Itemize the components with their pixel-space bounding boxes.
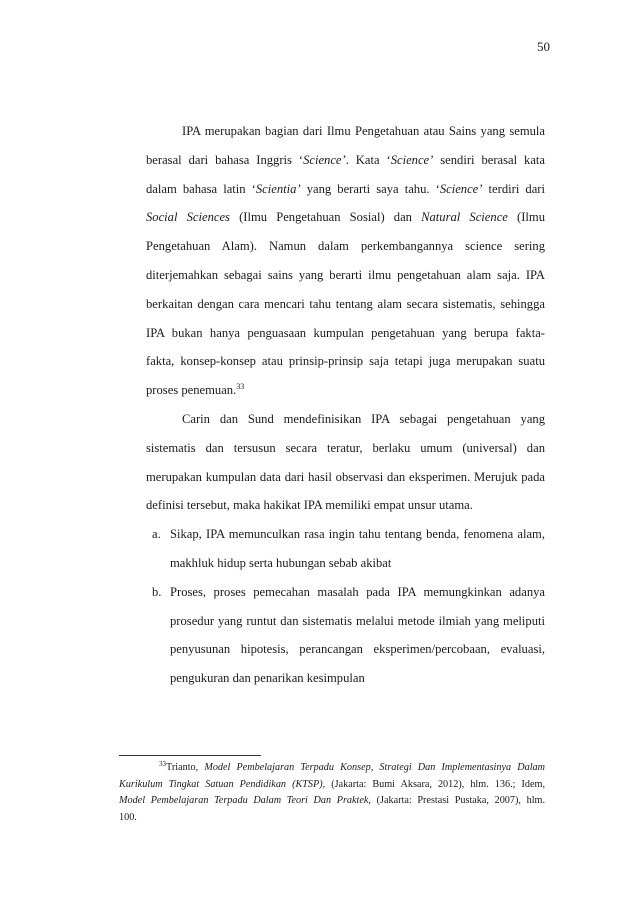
footnote-reference: 33 <box>236 382 245 392</box>
footnote-line: $^{33}$Trianto, Model Pembelajaran Terpadu Konsep, Strategi Dan Implementasinya Dalam <box>159 760 545 773</box>
text-line: Proses, proses pemecahan masalah pada IPA memungkinkan adanya <box>170 584 545 599</box>
footnote-separator <box>119 755 261 756</box>
text-line: sistematis dan tersusun secara teratur, berlaku umum (universal) dan <box>146 440 545 455</box>
list-marker: a. <box>152 527 161 542</box>
paragraph-ipa-definition <box>146 117 545 405</box>
text-line: prosedur yang runtut dan sistematis melalui metode ilmiah yang meliputi <box>170 613 545 628</box>
text-line: Social Sciences (Ilmu Pengetahuan Sosial) dan Natural Science (Ilmu <box>146 210 545 225</box>
text-line: Carin dan Sund mendefinisikan IPA sebagai pengetahuan yang <box>182 411 545 426</box>
footnote-number: 33 <box>159 760 166 768</box>
text-line: fakta, konsep-konsep atau prinsip-prinsip saja tetapi juga merupakan suatu <box>146 354 545 369</box>
list-item <box>152 520 545 578</box>
text-line: dalam bahasa latin ‘Scientia’ yang berarti saya tahu. ‘Science’ terdiri dari <box>146 181 545 196</box>
ipa-elements-list <box>146 520 545 693</box>
body-text <box>146 117 545 693</box>
footnote-line: Kurikulum Tingkat Satuan Pendidikan (KTSP), (Jakarta: Bumi Aksara, 2012), hlm. 136.; Idem, <box>119 778 545 790</box>
text-line: IPA merupakan bagian dari Ilmu Pengetahuan atau Sains yang semula <box>182 124 545 138</box>
text-line: merupakan kumpulan data dari hasil observasi dan eksperimen. Merujuk pada <box>146 469 545 484</box>
text-line: pengukuran dan penarikan kesimpulan <box>170 671 365 686</box>
text-line: diterjemahkan sebagai sains yang berarti ilmu pengetahuan alam saja. IPA <box>146 267 545 282</box>
page-number: 50 <box>537 39 550 54</box>
footnote <box>119 760 545 826</box>
footnote-line: Model Pembelajaran Terpadu Dalam Teori Dan Praktek, (Jakarta: Prestasi Pustaka, 2007), hlm. <box>119 795 545 807</box>
text-line: IPA bukan hanya penguasaan kumpulan pengetahuan yang berupa fakta- <box>146 325 545 340</box>
text-line: definisi tersebut, maka hakikat IPA memiliki empat unsur utama. <box>146 498 473 513</box>
text-line: makhluk hidup serta hubungan sebab akibat <box>170 555 392 570</box>
text-line: berkaitan dengan cara mencari tahu tentang alam secara sistematis, sehingga <box>146 296 545 311</box>
footnote-line: 100. <box>119 811 137 823</box>
text-line: Pengetahuan Alam). Namun dalam perkembangannya science sering <box>146 239 545 254</box>
text-line: proses penemuan.$^{33}$ <box>146 382 245 398</box>
paragraph-carin-sund <box>146 405 545 520</box>
text-line: berasal dari bahasa Inggris ‘Science’. Kata ‘Science’ sendiri berasal kata <box>146 152 546 167</box>
text-line: penyusunan hipotesis, perancangan eksperimen/percobaan, evaluasi, <box>170 642 545 657</box>
list-item <box>152 578 545 693</box>
text-line: Sikap, IPA memunculkan rasa ingin tahu tentang benda, fenomena alam, <box>170 527 545 542</box>
list-marker: b. <box>152 584 162 599</box>
